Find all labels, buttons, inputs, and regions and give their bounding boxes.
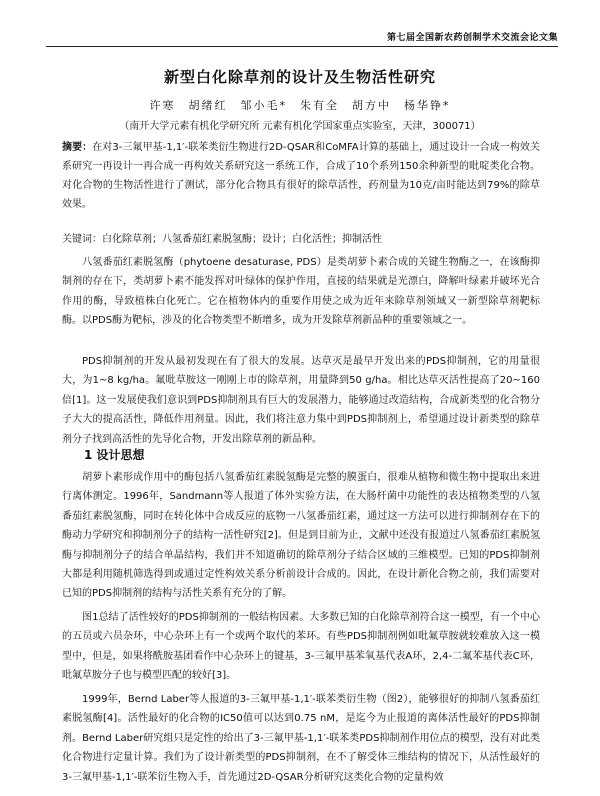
keywords bbox=[62, 232, 540, 248]
paragraph-text: 八氢番茄红素脱氢酶（phytoene desaturase, PDS）是类胡萝卜素合成的关键生物酶之一，在该酶抑制剂的存在下，类胡萝卜素不能发挥对叶绿体的保护作用，直接的结果就是光漂白，降解叶绿素并破坏光合作用的酶，导致植株白化死亡。它在植物体内的重要作用使之成为近年来除草剂领域又一新型除草剂靶标酶。以PDS酶为靶标，涉及的化合物类型不断增多，成为开发除草剂新品种的重要领域之一。 bbox=[62, 257, 540, 327]
abstract-label: 摘要： bbox=[62, 142, 93, 153]
paragraph-design-3 bbox=[62, 690, 540, 787]
paragraph-text: 图1总结了活性较好的PDS抑制剂的一般结构因素。大多数已知的白化除草剂符合这一模型，有一个中心的五员或六员杂环，中心杂环上有一个或两个取代的苯环。有些PDS抑制剂例如吡氟草胺就较难放入这一模型中，但是，如果将酰胺基团看作中心杂环上的键基，3-三氟甲基苯氧基代表A环，2,4-二氟苯基代表C环，吡氟草胺分子也与模型匹配的较好[3]。 bbox=[62, 612, 540, 682]
abstract-text: 在对3-三氟甲基-1,1′-联苯类衍生物进行2D-QSAR和CoMFA计算的基础上，通过设计一合成一构效关系研究一再设计一再合成一再构效关系研究这一系统工作，合成了10个系列150余种新型的吡啶类化合物。对化合物的生物活性进行了测试，部分化合物具有很好的除草活性，药剂量为10克/亩时能达到79%的除草效果。 bbox=[62, 142, 540, 210]
keywords-text: 白化除草剂；八氢番茄红素脱氢酶；设计；白化活性；抑制活性 bbox=[102, 234, 382, 245]
paragraph-design-2 bbox=[62, 608, 540, 686]
paragraph-text: PDS抑制剂的开发从最初发现在有了很大的发展。达草灭是最早开发出来的PDS抑制剂，它的用量很大，为1~8 kg/ha。氟吡草胺这一刚刚上市的除草剂，用量降到50 g/ha。相比达草灭活性提高了20~160倍[1]。这一发展使我们意识到PDS抑制剂具有巨大的发展潜力，能够通过改造结构，合成新类型的化合物分子大大的提高活性，降低作用剂量。因此，我们将注意力集中到PDS抑制剂上，希望通过设计新类型的除草剂分子找到高活性的先导化合物，开发出除草剂的新品种。 bbox=[62, 356, 540, 445]
keywords-label: 关键词： bbox=[62, 234, 102, 245]
paragraph-intro-1 bbox=[62, 253, 540, 331]
author-list: 许寒 胡绪红 邹小毛* 朱有全 胡方中 杨华铮* bbox=[149, 99, 451, 112]
section-heading: 1 设计思想 bbox=[84, 448, 145, 462]
abstract bbox=[62, 138, 540, 214]
paragraph-intro-2 bbox=[62, 352, 540, 449]
affiliation: （南开大学元素有机化学研究所 元素有机化学国家重点实验室，天津，300071） bbox=[119, 121, 481, 132]
paper-title: 新型白化除草剂的设计及生物活性研究 bbox=[163, 68, 436, 86]
paragraph-text: 1999年，Bernd Laber等人报道的3-三氟甲基-1,1′-联苯类衍生物（图2），能够很好的抑制八氢番茄红素脱氢酶[4]。活性最好的化合物的IC50值可以达到0.75 nM，是迄今为止报道的离体活性最好的PDS抑制剂。Bernd Laber研究组只是定性的给出了3-三氟甲基-1,1′-联苯类PDS抑制剂作用位点的模型，没有对此类化合物进行定量计算。我们为了设计新类型的PDS抑制剂，在不了解受体三维结构的情况下，从活性最好的3-三氟甲基-1,1′-联苯衍生物入手，首先通过2D-QSAR分析研究这类化合物的定量构效 bbox=[62, 694, 540, 783]
paragraph-text: 胡萝卜素形成作用中的酶包括八氢番茄红素脱氢酶是完整的膜蛋白，很难从植物和微生物中提取出来进行离体测定。1996年，Sandmann等人报道了体外实验方法，在大肠杆菌中功能性的表达植物类型的八氢番茄红素脱氢酶，同时在转化体中合成反应的底物一八氢番茄红素，通过这一方法可以进行抑制剂存在下的酶动力学研究和抑制剂分子的结构一活性研究[2]。但是到目前为止，文献中还没有报道过八氢番茄红素脱氢酶与抑制剂分子的结合单晶结构，我们并不知道确切的除草剂分子结合区域的三维模型。已知的PDS抑制剂大都是利用随机筛选得到或通过定性构效关系分析前设计合成的。因此，在设计新化合物之前，我们需要对已知的PDS抑制剂的结构与活性关系有充分的了解。 bbox=[62, 472, 540, 600]
running-header: 第七届全国新农药创制学术交流会论文集 bbox=[46, 30, 558, 47]
paragraph-design-1 bbox=[62, 468, 540, 604]
